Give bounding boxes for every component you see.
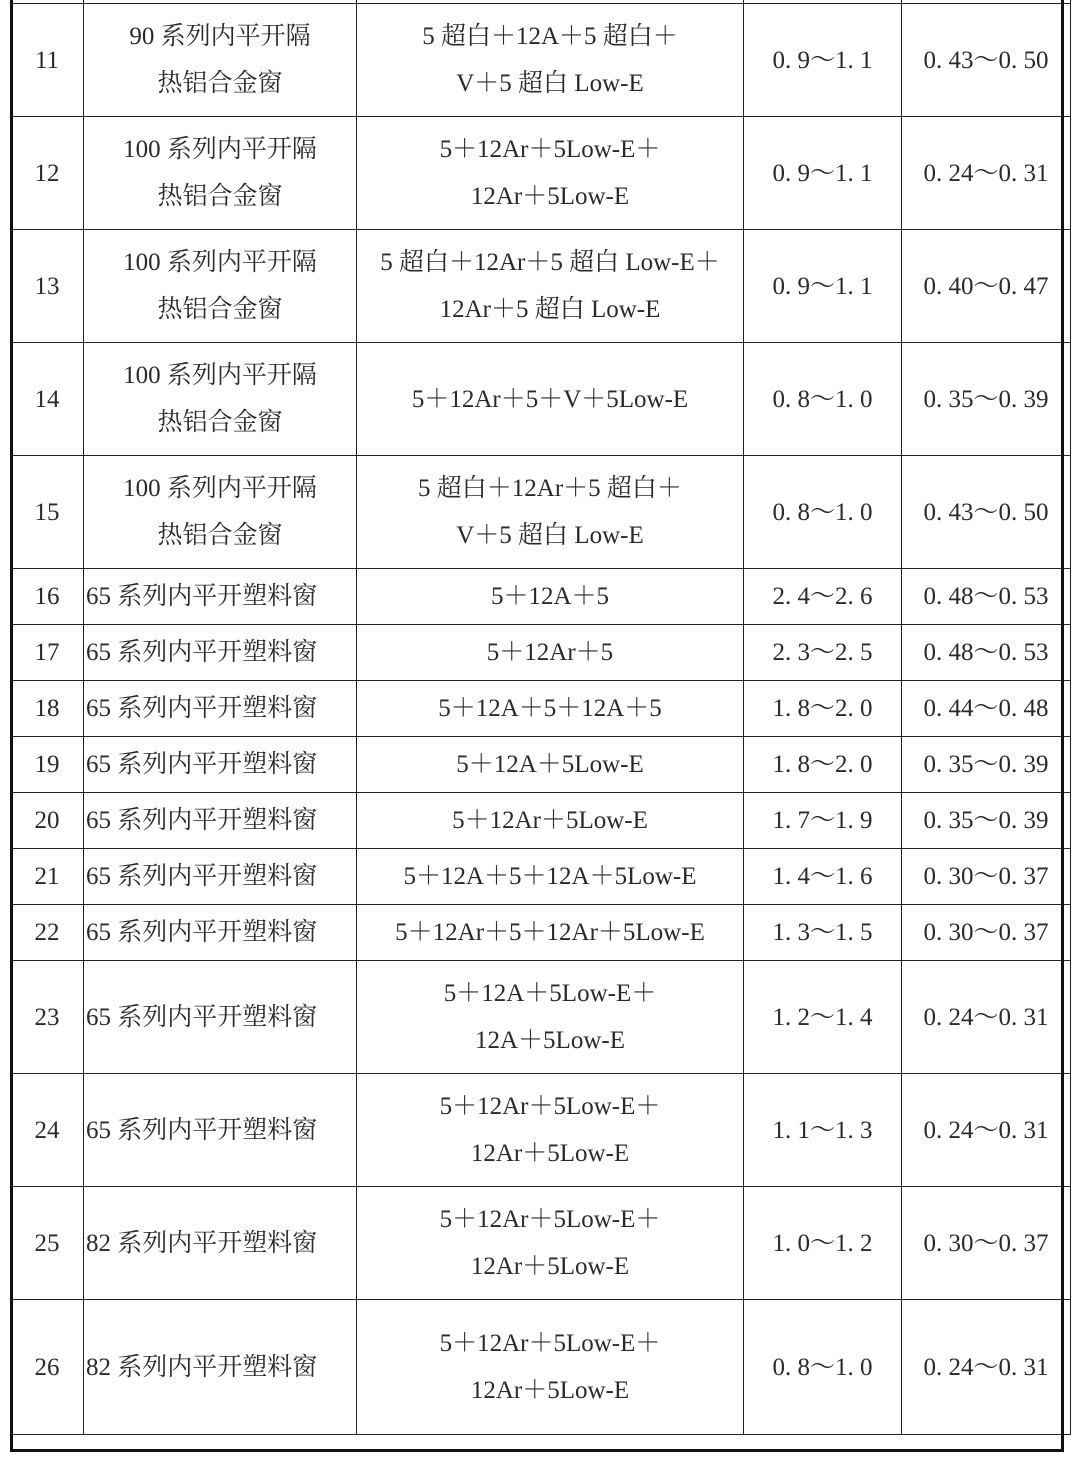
heat-transfer-coefficient: 0. 8～1. 0 — [744, 343, 902, 456]
window-type-line: 热铝合金窗 — [157, 296, 283, 323]
glass-config-line: 5＋12Ar＋5＋12Ar＋5Low-E — [395, 919, 705, 946]
shading-coefficient: 0. 43～0. 50 — [902, 4, 1071, 117]
table-row — [11, 1300, 1071, 1435]
row-number: 26 — [11, 1300, 84, 1435]
window-type — [84, 569, 357, 625]
heat-transfer-coefficient: 0. 8～1. 0 — [744, 1300, 902, 1435]
window-type-line: 65 系列内平开塑料窗 — [86, 695, 318, 722]
glass-config-line: 5＋12Ar＋5Low-E＋ — [439, 1206, 661, 1233]
window-type-line: 82 系列内平开塑料窗 — [86, 1353, 318, 1381]
table-row — [11, 343, 1071, 456]
window-type-line: 100 系列内平开隔 — [123, 136, 317, 163]
glass-config-line: 12Ar＋5Low-E — [470, 1253, 630, 1280]
shading-coefficient: 0. 24～0. 31 — [902, 961, 1071, 1074]
shading-coefficient: 0. 44～0. 48 — [902, 681, 1071, 737]
row-number: 23 — [11, 961, 84, 1074]
glass-config-line: 12Ar＋5Low-E — [470, 1377, 630, 1404]
window-type-line: 热铝合金窗 — [157, 70, 283, 97]
window-type — [84, 737, 357, 793]
window-type-line: 100 系列内平开隔 — [123, 475, 317, 502]
window-type — [84, 625, 357, 681]
heat-transfer-coefficient: 1. 2～1. 4 — [744, 961, 902, 1074]
window-type — [84, 117, 357, 230]
window-type-line: 热铝合金窗 — [157, 409, 283, 436]
heat-transfer-coefficient: 1. 1～1. 3 — [744, 1074, 902, 1187]
heat-transfer-coefficient: 1. 4～1. 6 — [744, 849, 902, 905]
glass-config — [357, 4, 744, 117]
heat-transfer-coefficient: 2. 3～2. 5 — [744, 625, 902, 681]
table-row — [11, 737, 1071, 793]
table-row — [11, 1074, 1071, 1187]
shading-coefficient: 0. 30～0. 37 — [902, 905, 1071, 961]
glass-config — [357, 905, 744, 961]
heat-transfer-coefficient: 1. 0～1. 2 — [744, 1187, 902, 1300]
glass-config — [357, 117, 744, 230]
glass-config-line: 5＋12A＋5＋12A＋5 — [438, 695, 662, 722]
window-type-line: 65 系列内平开塑料窗 — [86, 639, 318, 666]
glass-config-line: 5 超白＋12A＋5 超白＋ — [422, 23, 678, 50]
window-type-line: 65 系列内平开塑料窗 — [86, 751, 318, 778]
window-type-line: 热铝合金窗 — [157, 183, 283, 210]
glass-config-line: V＋5 超白 Low-E — [456, 70, 644, 97]
glass-config-line: 5＋12Ar＋5Low-E — [452, 807, 648, 834]
window-type — [84, 1074, 357, 1187]
row-number: 25 — [11, 1187, 84, 1300]
window-type-line: 65 系列内平开塑料窗 — [86, 1003, 318, 1031]
window-type-line: 82 系列内平开塑料窗 — [86, 1229, 318, 1257]
table-row — [11, 905, 1071, 961]
glass-config — [357, 737, 744, 793]
glass-config-line: 5＋12Ar＋5Low-E＋ — [439, 136, 661, 163]
glass-config-line: 12A＋5Low-E — [475, 1027, 625, 1054]
row-number: 13 — [11, 230, 84, 343]
row-number: 21 — [11, 849, 84, 905]
row-number: 12 — [11, 117, 84, 230]
shading-coefficient: 0. 24～0. 31 — [902, 1300, 1071, 1435]
glass-config — [357, 569, 744, 625]
table-row — [11, 625, 1071, 681]
window-type — [84, 1300, 357, 1435]
row-number: 14 — [11, 343, 84, 456]
window-type-line: 100 系列内平开隔 — [123, 362, 317, 389]
row-number: 16 — [11, 569, 84, 625]
window-type-line: 65 系列内平开塑料窗 — [86, 919, 318, 946]
glass-config-line: 12Ar＋5Low-E — [470, 1140, 630, 1167]
heat-transfer-coefficient: 1. 7～1. 9 — [744, 793, 902, 849]
shading-coefficient: 0. 24～0. 31 — [902, 117, 1071, 230]
window-type-line: 65 系列内平开塑料窗 — [86, 583, 318, 610]
heat-transfer-coefficient: 0. 8～1. 0 — [744, 456, 902, 569]
table-row — [11, 117, 1071, 230]
glass-config — [357, 793, 744, 849]
glass-config-line: 12Ar＋5 超白 Low-E — [439, 296, 661, 323]
shading-coefficient: 0. 40～0. 47 — [902, 230, 1071, 343]
heat-transfer-coefficient: 2. 4～2. 6 — [744, 569, 902, 625]
glass-config-line: 5＋12A＋5Low-E＋ — [443, 980, 657, 1007]
shading-coefficient: 0. 35～0. 39 — [902, 343, 1071, 456]
table-row — [11, 793, 1071, 849]
glass-config-line: 5＋12Ar＋5＋V＋5Low-E — [411, 385, 689, 413]
shading-coefficient: 0. 43～0. 50 — [902, 456, 1071, 569]
table-row — [11, 681, 1071, 737]
table-row — [11, 456, 1071, 569]
window-type — [84, 1187, 357, 1300]
glass-config — [357, 849, 744, 905]
glass-config-line: V＋5 超白 Low-E — [456, 522, 644, 549]
window-type-line: 热铝合金窗 — [157, 522, 283, 549]
glass-config — [357, 230, 744, 343]
heat-transfer-coefficient: 0. 9～1. 1 — [744, 230, 902, 343]
glass-config — [357, 961, 744, 1074]
window-type-line: 65 系列内平开塑料窗 — [86, 807, 318, 834]
row-number: 15 — [11, 456, 84, 569]
window-type — [84, 456, 357, 569]
shading-coefficient: 0. 30～0. 37 — [902, 1187, 1071, 1300]
glass-config-line: 5＋12A＋5Low-E — [456, 751, 644, 778]
shading-coefficient: 0. 24～0. 31 — [902, 1074, 1071, 1187]
window-type — [84, 793, 357, 849]
row-number: 24 — [11, 1074, 84, 1187]
window-type-line: 65 系列内平开塑料窗 — [86, 1116, 318, 1144]
window-type — [84, 4, 357, 117]
window-performance-table — [10, 0, 1071, 1435]
row-number: 19 — [11, 737, 84, 793]
row-number: 22 — [11, 905, 84, 961]
row-number: 17 — [11, 625, 84, 681]
table-row — [11, 849, 1071, 905]
glass-config-line: 5 超白＋12Ar＋5 超白 Low-E＋ — [380, 249, 720, 276]
window-type — [84, 905, 357, 961]
heat-transfer-coefficient: 1. 3～1. 5 — [744, 905, 902, 961]
heat-transfer-coefficient: 0. 9～1. 1 — [744, 4, 902, 117]
window-type — [84, 961, 357, 1074]
shading-coefficient: 0. 48～0. 53 — [902, 569, 1071, 625]
heat-transfer-coefficient: 0. 9～1. 1 — [744, 117, 902, 230]
heat-transfer-coefficient: 1. 8～2. 0 — [744, 681, 902, 737]
window-type-line: 65 系列内平开塑料窗 — [86, 863, 318, 890]
glass-config-line: 5＋12A＋5＋12A＋5Low-E — [403, 863, 697, 890]
glass-config-line: 5＋12Ar＋5Low-E＋ — [439, 1093, 661, 1120]
glass-config-line: 5 超白＋12Ar＋5 超白＋ — [418, 475, 682, 502]
table-row — [11, 569, 1071, 625]
row-number: 11 — [11, 4, 84, 117]
glass-config — [357, 681, 744, 737]
window-type — [84, 343, 357, 456]
glass-config — [357, 1187, 744, 1300]
row-number: 18 — [11, 681, 84, 737]
glass-config-line: 5＋12Ar＋5Low-E＋ — [439, 1330, 661, 1357]
shading-coefficient: 0. 35～0. 39 — [902, 737, 1071, 793]
shading-coefficient: 0. 30～0. 37 — [902, 849, 1071, 905]
table-row — [11, 4, 1071, 117]
glass-config — [357, 1074, 744, 1187]
glass-config-line: 5＋12A＋5 — [490, 583, 610, 610]
glass-config — [357, 343, 744, 456]
window-type-line: 100 系列内平开隔 — [123, 249, 317, 276]
window-type-line: 90 系列内平开隔 — [129, 23, 311, 50]
window-type — [84, 230, 357, 343]
window-type — [84, 849, 357, 905]
window-type — [84, 681, 357, 737]
table-row — [11, 230, 1071, 343]
glass-config — [357, 456, 744, 569]
row-number: 20 — [11, 793, 84, 849]
table-row — [11, 1187, 1071, 1300]
glass-config — [357, 1300, 744, 1435]
glass-config — [357, 625, 744, 681]
glass-config-line: 12Ar＋5Low-E — [470, 183, 630, 210]
glass-config-line: 5＋12Ar＋5 — [486, 639, 614, 666]
heat-transfer-coefficient: 1. 8～2. 0 — [744, 737, 902, 793]
shading-coefficient: 0. 35～0. 39 — [902, 793, 1071, 849]
shading-coefficient: 0. 48～0. 53 — [902, 625, 1071, 681]
table-row — [11, 961, 1071, 1074]
